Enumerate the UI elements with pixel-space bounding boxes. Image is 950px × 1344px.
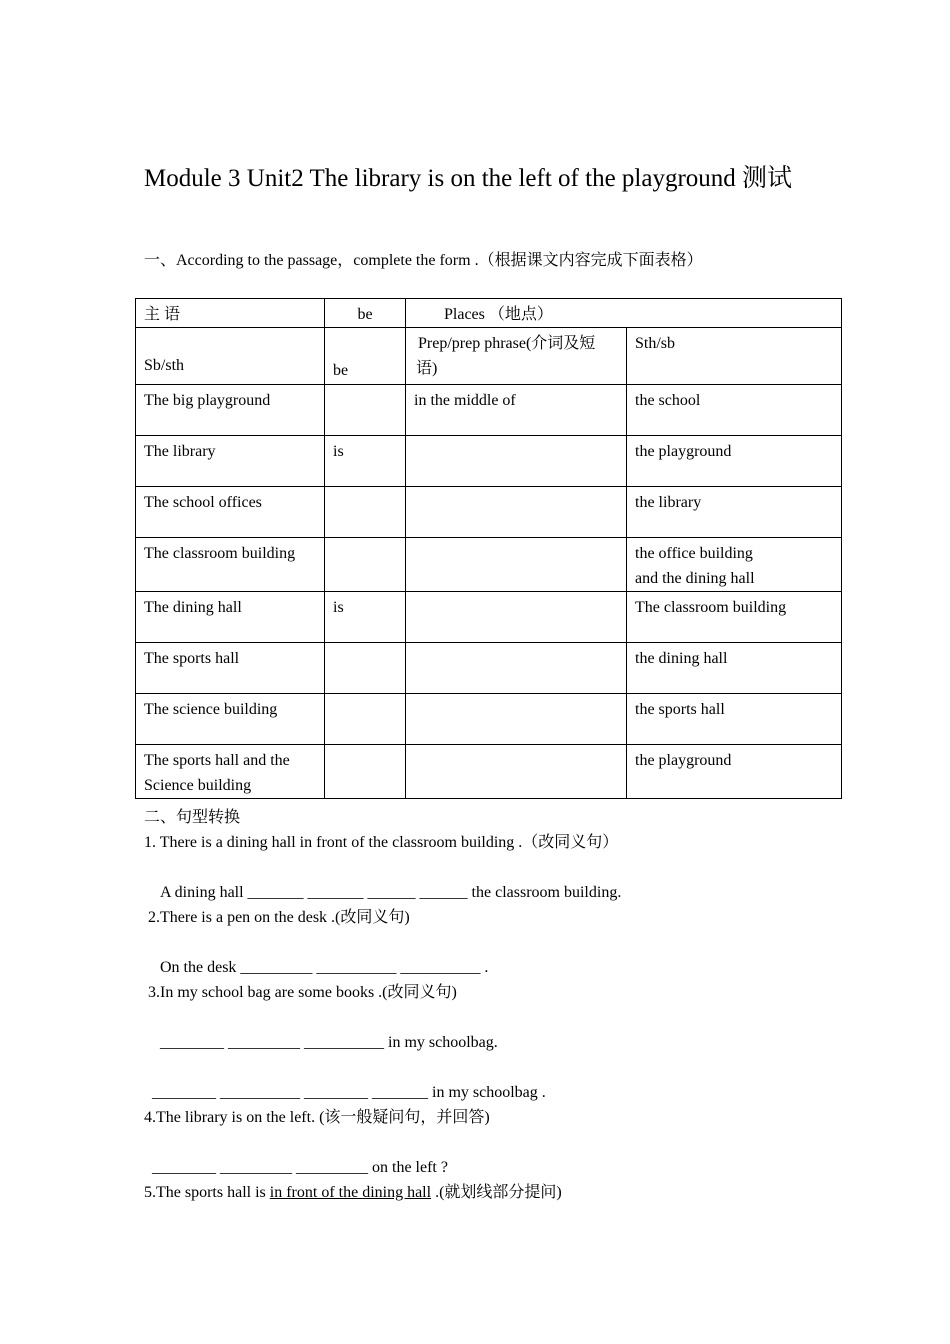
cell-subject: The library (136, 436, 325, 487)
table-row (136, 745, 842, 799)
cell-be (325, 385, 406, 436)
cell-be: is (325, 436, 406, 487)
cell-subject: The school offices (136, 487, 325, 538)
question-4: 4.The library is on the left. (该一般疑问句，并回答) (144, 1109, 490, 1126)
table-header-row (136, 299, 842, 328)
answer-2: On the desk _________ __________ __________ . (160, 959, 489, 976)
table-row (136, 538, 842, 592)
answer-1: A dining hall _______ _______ ______ ______ the classroom building. (160, 884, 622, 901)
cell-prep (406, 745, 627, 799)
table-row (136, 385, 842, 436)
answer-4: ________ _________ _________ on the left ? (152, 1159, 448, 1176)
cell-be: is (325, 592, 406, 643)
answer-3b: ________ __________ ________ _______ in my schoolbag . (152, 1084, 546, 1101)
cell-be (325, 643, 406, 694)
subheader-prep-line1: Prep/prep phrase(介词及短 (418, 335, 596, 352)
cell-subject: The dining hall (136, 592, 325, 643)
cell-object-line1: the office building (635, 545, 753, 562)
cell-object (627, 538, 842, 592)
subheader-be: be (325, 328, 406, 385)
cell-prep: in the middle of (406, 385, 627, 436)
cell-subject (136, 745, 325, 799)
cell-prep (406, 592, 627, 643)
cell-subject: The science building (136, 694, 325, 745)
header-places: Places （地点） (406, 299, 842, 328)
cell-subject: The classroom building (136, 538, 325, 592)
cell-prep (406, 487, 627, 538)
subheader-prep (406, 328, 627, 385)
table-row (136, 487, 842, 538)
subheader-prep-line2: 语) (416, 360, 438, 377)
page-title: Module 3 Unit2 The library is on the left of the playground 测试 (144, 165, 793, 192)
cell-prep (406, 643, 627, 694)
question-5-suffix: .(就划线部分提问) (431, 1184, 562, 1201)
question-3: 3.In my school bag are some books .(改同义句) (148, 984, 457, 1001)
cell-object: the school (627, 385, 842, 436)
header-be: be (325, 299, 406, 328)
cell-prep (406, 694, 627, 745)
question-5 (144, 1183, 562, 1203)
section2-heading: 二、句型转换 (144, 809, 241, 826)
header-subject: 主 语 (136, 299, 325, 328)
question-1: 1. There is a dining hall in front of the classroom building .（改同义句） (144, 834, 619, 851)
cell-object: the dining hall (627, 643, 842, 694)
cell-subject-line1: The sports hall and the (144, 752, 290, 769)
question-5-prefix: 5.The sports hall is (144, 1184, 270, 1201)
section1-heading: 一、According to the passage，complete the form .（根据课文内容完成下面表格） (144, 252, 703, 269)
table-row (136, 436, 842, 487)
cell-object: the playground (627, 436, 842, 487)
cell-prep (406, 538, 627, 592)
question-5-underlined: in front of the dining hall (269, 1184, 432, 1201)
cell-object-line2: and the dining hall (635, 570, 755, 587)
answer-3a: ________ _________ __________ in my schoolbag. (160, 1034, 498, 1051)
table-row (136, 694, 842, 745)
cell-subject: The sports hall (136, 643, 325, 694)
places-table (135, 298, 842, 799)
cell-object: the playground (627, 745, 842, 799)
cell-subject: The big playground (136, 385, 325, 436)
cell-be (325, 694, 406, 745)
subheader-sthsb: Sth/sb (627, 328, 842, 385)
table-row (136, 592, 842, 643)
table-row (136, 643, 842, 694)
cell-be (325, 745, 406, 799)
cell-prep (406, 436, 627, 487)
question-2: 2.There is a pen on the desk .(改同义句) (148, 909, 410, 926)
cell-object: the library (627, 487, 842, 538)
table-subheader-row (136, 328, 842, 385)
subheader-sbsth: Sb/sth (136, 328, 325, 385)
cell-be (325, 487, 406, 538)
cell-object: The classroom building (627, 592, 842, 643)
cell-subject-line2: Science building (144, 777, 252, 794)
cell-object: the sports hall (627, 694, 842, 745)
cell-be (325, 538, 406, 592)
